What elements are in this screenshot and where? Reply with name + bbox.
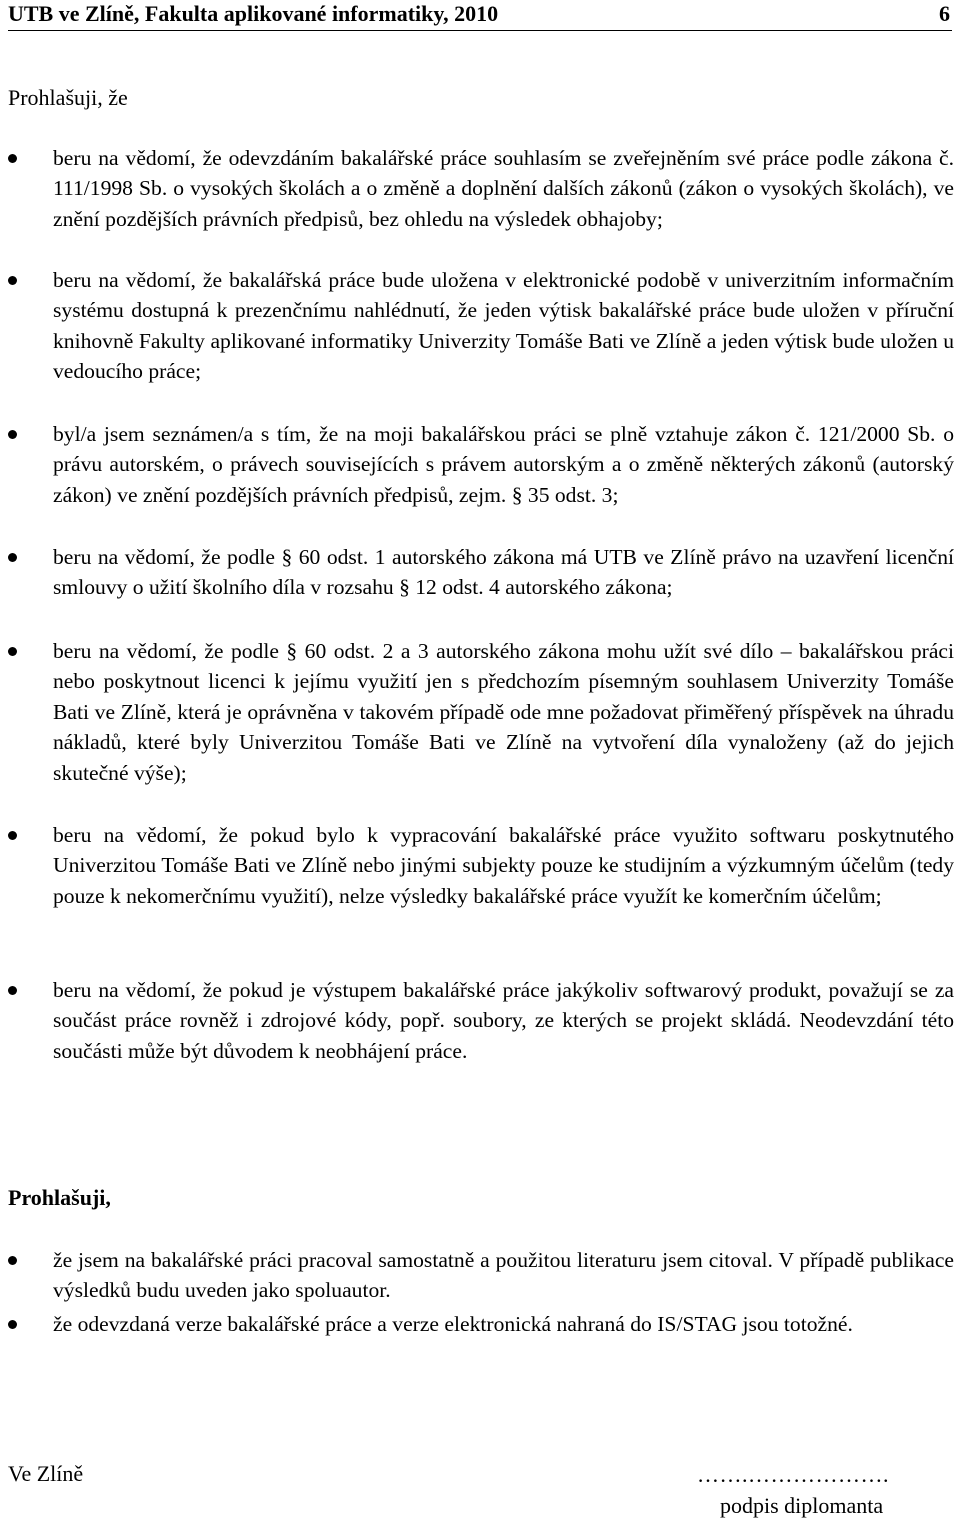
signature-line: …….………………. [697, 1462, 889, 1487]
bullet-icon [8, 553, 17, 562]
list-item-text: byl/a jsem seznámen/a s tím, že na moji bakalářskou práci se plně vztahuje zákon č. 121/2000 Sb. o právu autorském, o právech souvisejících s právem autorským a o změně některých zákonů (autorský zákon) ve znění pozdějších právních předpisů, zejm. § 35 odst. 3; [53, 422, 954, 507]
declaration-heading: Prohlašuji, [8, 1185, 111, 1210]
list-item-text: beru na vědomí, že pokud je výstupem bakalářské práce jakýkoliv softwarový produkt, považují se za součást práce rovněž i zdrojové kódy, popř. soubory, ze kterých se projekt skládá. Neodevzdání této součásti může být důvodem k neobhájení práce. [53, 978, 954, 1063]
page-header [8, 0, 952, 31]
bullet-icon [8, 430, 17, 439]
bullet-icon [8, 1320, 17, 1329]
declaration-intro: Prohlašuji, že [8, 85, 128, 110]
bullet-icon [8, 154, 17, 163]
list-item-text: že jsem na bakalářské práci pracoval samostatně a použitou literaturu jsem citoval. V případě publikace výsledků budu uveden jako spoluautor. [53, 1248, 954, 1303]
header-title: UTB ve Zlíně, Fakulta aplikované informatiky, 2010 [8, 1, 499, 26]
list-item-text: beru na vědomí, že podle § 60 odst. 1 autorského zákona má UTB ve Zlíně právo na uzavření licenční smlouvy o užití školního díla v rozsahu § 12 odst. 4 autorského zákona; [53, 545, 954, 600]
list-item-text: beru na vědomí, že pokud bylo k vypracování bakalářské práce využito softwaru poskytnutého Univerzitou Tomáše Bati ve Zlíně nebo jinými subjekty pouze ke studijním a výzkumným účelům (tedy pouze k nekomerčnímu využití), nelze výsledky bakalářské práce využít ke komerčním účelům; [53, 823, 954, 908]
bullet-icon [8, 647, 17, 656]
bullet-icon [8, 1256, 17, 1265]
page-number: 6 [939, 1, 950, 26]
list-item-text: beru na vědomí, že odevzdáním bakalářské práce souhlasím se zveřejněním své práce podle zákona č. 111/1998 Sb. o vysokých školách a o změně a doplnění dalších zákonů (zákon o vysokých školách), ve znění pozdějších právních předpisů, bez ohledu na výsledek obhajoby; [53, 146, 954, 231]
bullet-icon [8, 276, 17, 285]
signature-place: Ve Zlíně [8, 1461, 84, 1486]
bullet-icon [8, 986, 17, 995]
bullet-icon [8, 831, 17, 840]
list-item-text: že odevzdaná verze bakalářské práce a verze elektronická nahraná do IS/STAG jsou totožné. [53, 1312, 853, 1336]
list-item-text: beru na vědomí, že bakalářská práce bude uložena v elektronické podobě v univerzitním informačním systému dostupná k prezenčnímu nahlédnutí, že jeden výtisk bakalářské práce bude uložen v příruční knihovně Fakulty aplikované informatiky Univerzity Tomáše Bati ve Zlíně a jeden výtisk bude uložen u vedoucího práce; [53, 268, 954, 384]
signature-label: podpis diplomanta [720, 1493, 884, 1518]
list-item-text: beru na vědomí, že podle § 60 odst. 2 a 3 autorského zákona mohu užít své dílo – bakalářskou práci nebo poskytnout licenci k jejímu využití jen s předchozím písemným souhlasem Univerzity Tomáše Bati ve Zlíně, která je oprávněna v takovém případě ode mne požadovat přiměřený příspěvek na úhradu nákladů, které byly Univerzitou Tomáše Bati ve Zlíně na vytvoření díla vynaloženy (až do jejich skutečné výše); [53, 639, 954, 785]
